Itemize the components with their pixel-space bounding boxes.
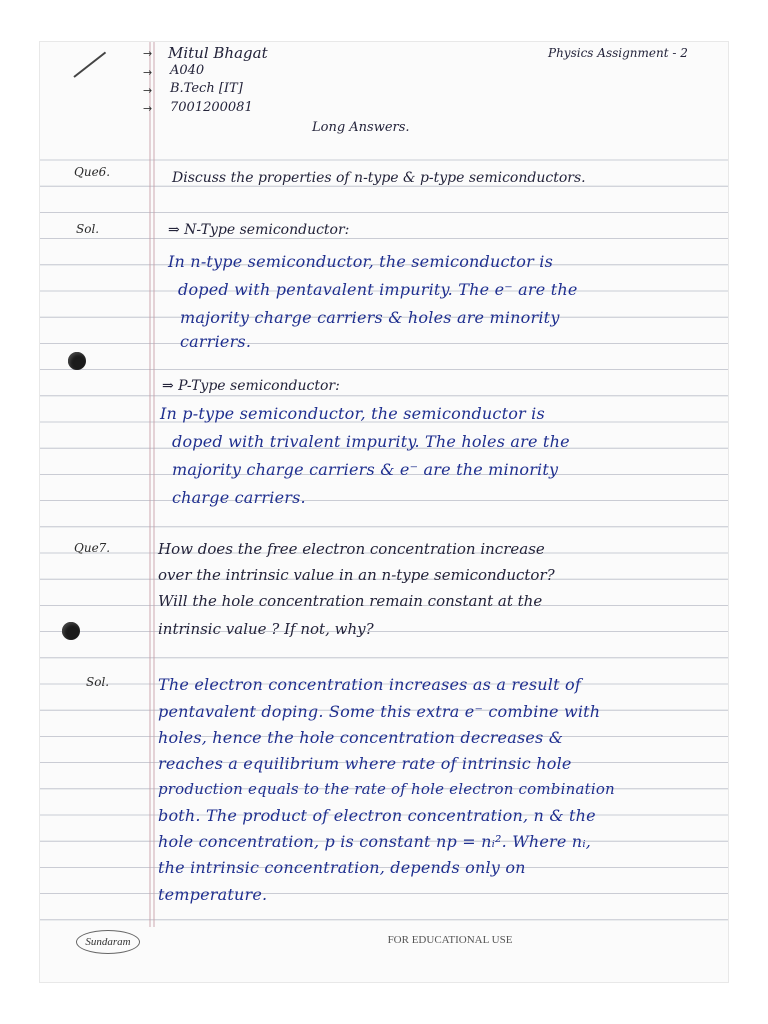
section-title: Long Answers. (312, 120, 410, 135)
answer-line: majority charge carriers & holes are minority (180, 308, 560, 327)
question-line: over the intrinsic value in an n-type semiconductor? (158, 566, 555, 584)
notebook-page (40, 42, 728, 982)
solution-label: Sol. (76, 222, 100, 236)
phone-number: 7001200081 (170, 100, 253, 115)
answer-line: carriers. (180, 332, 252, 351)
question-line: intrinsic value ? If not, why? (158, 620, 374, 638)
arrow-icon: → (143, 47, 153, 60)
question-line: How does the free electron concentration increase (158, 540, 545, 558)
footer-text: FOR EDUCATIONAL USE (387, 934, 513, 946)
binder-hole (68, 352, 86, 370)
arrow-icon: → (143, 84, 153, 97)
answer-line: temperature. (158, 885, 268, 904)
answer-line: the intrinsic concentration, depends only on (158, 858, 526, 877)
question-label: Que7. (74, 541, 111, 555)
answer-line: In n-type semiconductor, the semiconductor is (168, 252, 553, 271)
answer-line: In p-type semiconductor, the semiconductor is (160, 404, 545, 423)
solution-label: Sol. (86, 675, 110, 689)
answer-line: production equals to the rate of hole electron combination (158, 780, 615, 798)
brand-logo: Sundaram (76, 930, 140, 954)
question-label: Que6. (74, 165, 111, 179)
answer-line: The electron concentration increases as a result of (158, 675, 581, 694)
answer-line: majority charge carriers & e⁻ are the minority (172, 460, 559, 479)
course: B.Tech [IT] (170, 81, 243, 96)
assignment-title: Physics Assignment - 2 (548, 46, 688, 60)
arrow-icon: → (143, 66, 153, 79)
answer-line: holes, hence the hole concentration decreases & (158, 728, 564, 747)
binder-hole (62, 622, 80, 640)
student-name: Mitul Bhagat (168, 44, 268, 62)
answer-line: both. The product of electron concentration, n & the (158, 806, 596, 825)
question-line: Will the hole concentration remain constant at the (158, 592, 543, 610)
answer-line: charge carriers. (172, 488, 306, 507)
question-text: Discuss the properties of n-type & p-type semiconductors. (172, 170, 586, 186)
roll-number: A040 (170, 63, 205, 78)
answer-line: hole concentration, p is constant np = nᵢ². Where nᵢ, (158, 832, 592, 851)
answer-line: pentavalent doping. Some this extra e⁻ combine with (158, 702, 601, 721)
answer-line: doped with pentavalent impurity. The e⁻ are the (178, 280, 578, 299)
p-type-heading: ⇒ P-Type semiconductor: (162, 378, 340, 394)
n-type-heading: ⇒ N-Type semiconductor: (168, 222, 350, 238)
arrow-icon: → (143, 102, 153, 115)
answer-line: reaches a equilibrium where rate of intrinsic hole (158, 754, 572, 773)
answer-line: doped with trivalent impurity. The holes are the (172, 432, 570, 451)
